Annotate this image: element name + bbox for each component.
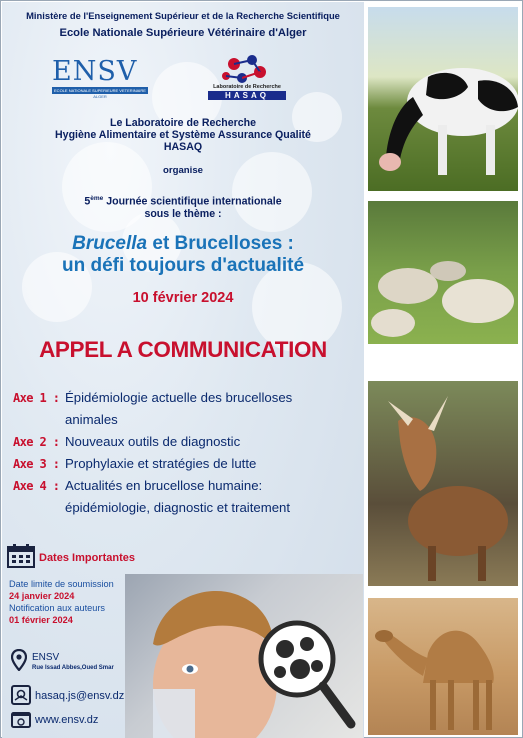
child-photo-illustration [125,574,363,738]
event-title-italic: Brucella [72,233,148,254]
event-title-line-2: un défi toujours d'actualité [61,255,305,276]
submission-date: 24 janvier 2024 [9,591,75,601]
axis-label: Axe 4 : [13,479,60,493]
axis-text: Prophylaxie et stratégies de lutte [65,456,257,471]
axes-list [13,387,363,519]
submission-label: Date limite de soumission [9,579,114,589]
location-pin-icon [11,649,27,671]
event-title-line-1 [2,233,364,255]
hasaq-logo-subtitle: Laboratoire de Recherche [213,84,281,90]
ensv-logo-banner: ECOLE NATIONALE SUPERIEURE VETERINAIRE [52,87,148,94]
axis-item [13,387,363,409]
dates-block [9,578,114,626]
hasaq-logo-name: HASAQ [208,91,286,100]
lab-line-3: HASAQ [163,141,203,153]
event-line-1-text: Journée scientifique internationale [103,195,282,208]
axis-text: Nouveaux outils de diagnostic [65,434,241,449]
axis-item [13,431,363,453]
axis-continuation: épidémiologie, diagnostic et traitement [65,500,291,515]
event-rank-sup: ème [90,195,104,202]
ministry-heading: Ministère de l'Enseignement Supérieur et de la Recherche Scientifique [26,10,340,21]
goat-illustration [368,381,518,586]
contact-place: ENSV [32,652,60,663]
camel-photo [368,598,518,735]
axis-label: Axe 2 : [13,435,60,449]
event-date: 10 février 2024 [132,290,234,306]
email-icon [11,685,31,705]
cow-photo [368,7,518,191]
axis-item [13,475,363,497]
web-icon [11,712,31,728]
cow-illustration [368,7,518,191]
hasaq-molecule-icon [204,54,290,86]
lab-line-2: Hygiène Alimentaire et Système Assurance Qualité [55,129,311,141]
background-bubble [232,152,312,232]
sheep-photo [368,201,518,344]
camel-illustration [368,598,518,735]
goat-photo [368,381,518,586]
child-with-magnifier-photo [125,574,363,738]
contact-address: Rue Issad Abbes,Oued Smar [32,665,114,671]
axis-item [13,453,363,475]
ensv-logo-city: ALGER [93,94,107,99]
event-line-2: sous le thème : [144,208,222,220]
notification-label: Notification aux auteurs [9,603,106,613]
calendar-icon [7,544,35,568]
event-line-1 [2,195,364,208]
ensv-logo [52,57,154,97]
organise-text: organise [163,165,203,176]
hasaq-logo [204,54,290,100]
axis-continuation: animales [65,412,118,427]
ensv-logo-letters: ENSV [52,56,138,87]
school-heading: Ecole Nationale Supérieure Vétérinaire d'Alger [59,27,307,39]
sheep-illustration [368,201,518,344]
dates-heading: Dates Importantes [39,552,135,564]
poster-main-panel [2,2,364,738]
contact-email[interactable]: hasaq.js@ensv.dz [35,690,125,702]
lab-line-1: Le Laboratoire de Recherche [109,117,256,129]
call-for-papers-heading: APPEL A COMMUNICATION [39,337,327,362]
notification-date: 01 février 2024 [9,615,73,625]
axis-label: Axe 1 : [13,391,60,405]
axis-text: Épidémiologie actuelle des brucelloses [65,390,293,405]
axis-text: Actualités en brucellose humaine: [65,478,263,493]
event-title-rest: et Brucelloses : [147,233,294,254]
contact-website[interactable]: www.ensv.dz [35,714,99,726]
axis-label: Axe 3 : [13,457,60,471]
event-rank: 5 [84,195,91,208]
